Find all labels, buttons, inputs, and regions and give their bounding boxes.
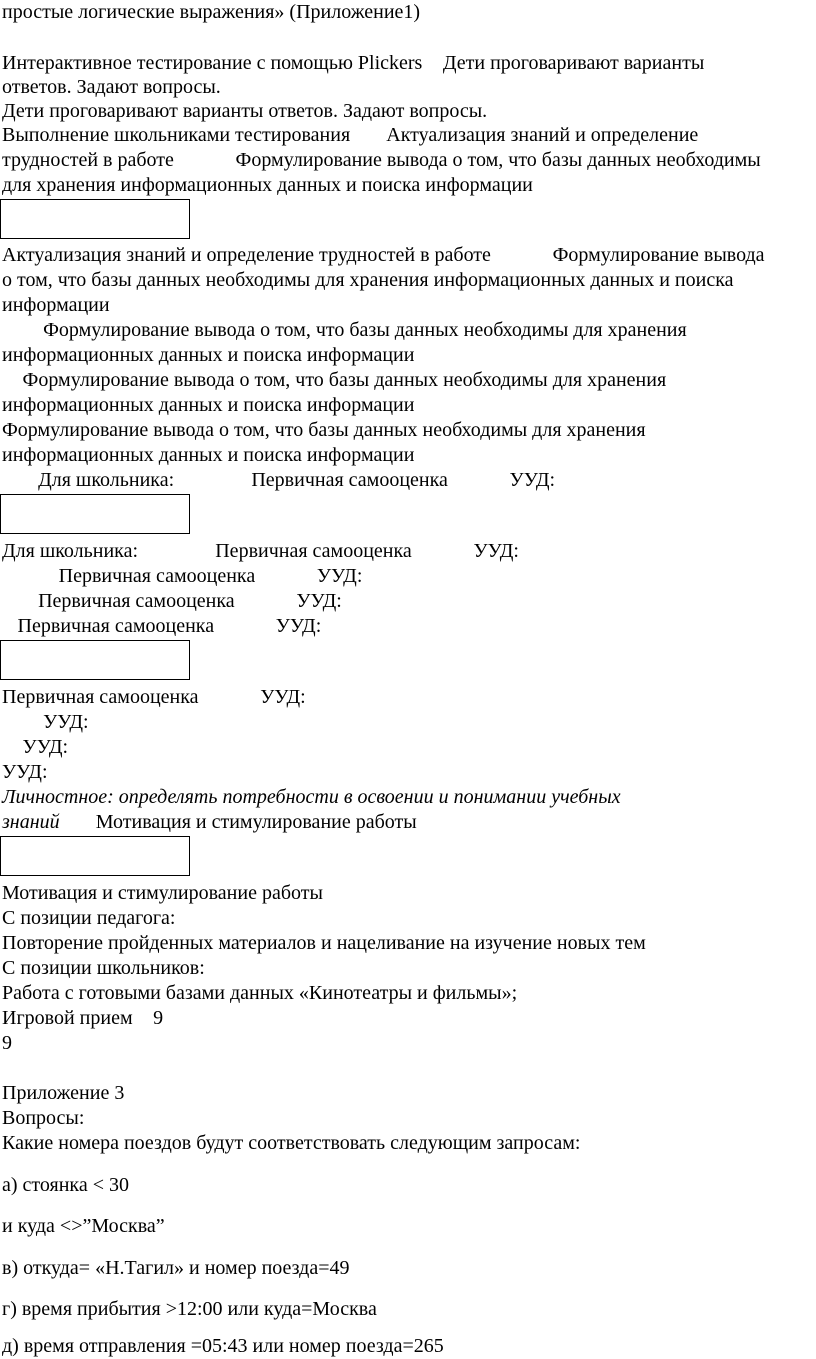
text-line: 9 <box>2 1032 12 1054</box>
text-line: для хранения информационных данных и поиска информации <box>2 174 533 196</box>
text-line: Для школьника: Первичная самооценка УУД: <box>2 469 391 491</box>
text-line: Работа с готовыми базами данных «Кинотеатры и фильмы»; <box>2 982 518 1004</box>
text-line: информационных данных и поиска информации <box>2 344 415 366</box>
text-line: информационных данных и поиска информации <box>2 394 415 416</box>
text-line: в) откуда= «Н.Тагил» и номер поезда=49 <box>2 1257 350 1279</box>
text-line: простые логические выражения» (Приложение1) <box>2 1 421 23</box>
text-line: Выполнение школьниками тестирования Актуализация знаний и определение <box>2 124 668 146</box>
text-line: Первичная самооценка УУД: <box>2 686 250 708</box>
text-line: Для школьника: Первичная самооценка УУД: <box>2 540 391 562</box>
empty-frame <box>0 836 190 876</box>
text-line: а) стоянка < 30 <box>2 1174 129 1196</box>
text-line: Формулирование вывода о том, что базы данных необходимы для хранения <box>2 419 646 441</box>
text-line: С позиции школьников: <box>2 957 205 979</box>
text-line: информационных данных и поиска информации <box>2 444 415 466</box>
text-line: информации <box>2 294 110 316</box>
text-line: Приложение 3 <box>2 1082 125 1104</box>
empty-frame <box>0 640 190 680</box>
text-line: УУД: <box>2 761 48 783</box>
text-line: Первичная самооценка УУД: <box>2 590 250 612</box>
text-line: Формулирование вывода о том, что базы данных необходимы для хранения <box>2 319 646 341</box>
text-line: Первичная самооценка УУД: <box>2 615 250 637</box>
text-line: Первичная самооценка УУД: <box>2 565 250 587</box>
text-line: Игровой прием 9 <box>2 1007 148 1029</box>
text-line: Вопросы: <box>2 1107 85 1129</box>
text-line: Актуализация знаний и определение трудностей в работе Формулирование вывода <box>2 244 708 266</box>
text-line: д) время отправления =05:43 или номер поезда=265 <box>2 1335 444 1357</box>
text-line: ответов. Задают вопросы. <box>2 76 221 98</box>
text-line: Формулирование вывода о том, что базы данных необходимы для хранения <box>2 369 646 391</box>
empty-frame <box>0 494 190 534</box>
text-line: о том, что базы данных необходимы для хранения информационных данных и поиска <box>2 269 734 291</box>
empty-frame <box>0 199 190 239</box>
text-line: Интерактивное тестирование с помощью Plickers Дети проговаривают варианты <box>2 52 689 74</box>
text-line: Личностное: определять потребности в освоении и понимании учебных <box>2 786 621 808</box>
text-line: Дети проговаривают варианты ответов. Задают вопросы. <box>2 100 488 122</box>
text-line: трудностей в работе Формулирование вывода о том, что базы данных необходимы <box>2 149 705 171</box>
text-line: г) время прибытия >12:00 или куда=Москва <box>2 1298 377 1320</box>
text-line: Повторение пройденных материалов и нацеливание на изучение новых тем <box>2 932 646 954</box>
text-line <box>2 810 417 834</box>
text-line: Мотивация и стимулирование работы <box>2 882 323 904</box>
text-line: УУД: <box>2 736 48 758</box>
text-line: и куда <>”Москва” <box>2 1215 165 1237</box>
text-line: Какие номера поездов будут соответствовать следующим запросам: <box>2 1132 581 1154</box>
text-line: УУД: <box>2 711 48 733</box>
italic-fragment: знаний <box>2 811 60 833</box>
text-line: С позиции педагога: <box>2 907 176 929</box>
text-fragment: Мотивация и стимулирование работы <box>59 811 386 833</box>
